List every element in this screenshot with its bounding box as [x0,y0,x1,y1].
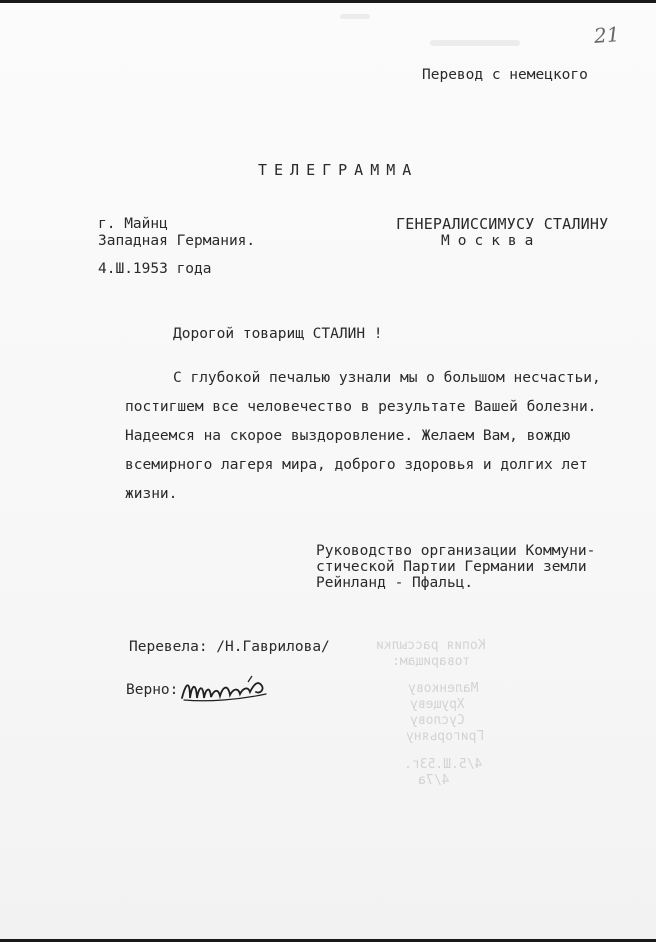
document-date: 4.Ш.1953 года [98,261,212,277]
body-line: С глубокой печалью узнали мы о большом несчастьи, [173,370,601,386]
body-line: постигшем все человечество в результате Вашей болезни. [125,399,597,415]
bleed-through-text: Копия рассылки [376,638,486,653]
bleed-through-text: Григорьяну [406,729,485,744]
recipient-city: Москва [441,233,542,249]
bleed-through-text: товарищам: [392,654,471,669]
handwritten-signature [178,672,278,712]
recipient-name: ГЕНЕРАЛИССИМУСУ СТАЛИНУ [396,215,609,233]
signature-line: Руководство организации Коммуни- [316,543,596,559]
body-line: Надеемся на скорое выздоровление. Желаем Вам, вождю [125,428,571,444]
faint-stamp-mark [430,40,520,46]
page-number: 21 [593,22,621,48]
signature-line: Рейнланд - Пфальц. [316,575,474,591]
translator-line: Перевела: /Н.Гаврилова/ [129,639,330,655]
salutation: Дорогой товарищ СТАЛИН ! [173,326,383,342]
faint-top-mark [340,14,370,19]
sender-country: Западная Германия. [98,233,256,249]
sender-city: г. Майнц [98,216,168,232]
scan-top-edge [0,0,656,3]
translation-note: Перевод с немецкого [422,67,588,83]
body-line: жизни. [125,486,178,502]
verified-label: Верно: [126,682,179,698]
bleed-through-text: 4/7а [418,773,450,788]
bleed-through-text: Маленкову [408,681,479,696]
bleed-through-text: Хрущеву [410,697,465,712]
body-line: всемирного лагеря мира, доброго здоровья и долгих лет [125,457,588,473]
telegram-body [125,364,625,509]
signature-line: стической Партии Германии земли [316,559,587,575]
bleed-through-text: Суслову [410,713,465,728]
document-title: ТЕЛЕГРАММА [258,161,419,179]
sender-signature-block [316,543,595,591]
bleed-through-text: 4/5.Ш.53г. [404,757,483,772]
